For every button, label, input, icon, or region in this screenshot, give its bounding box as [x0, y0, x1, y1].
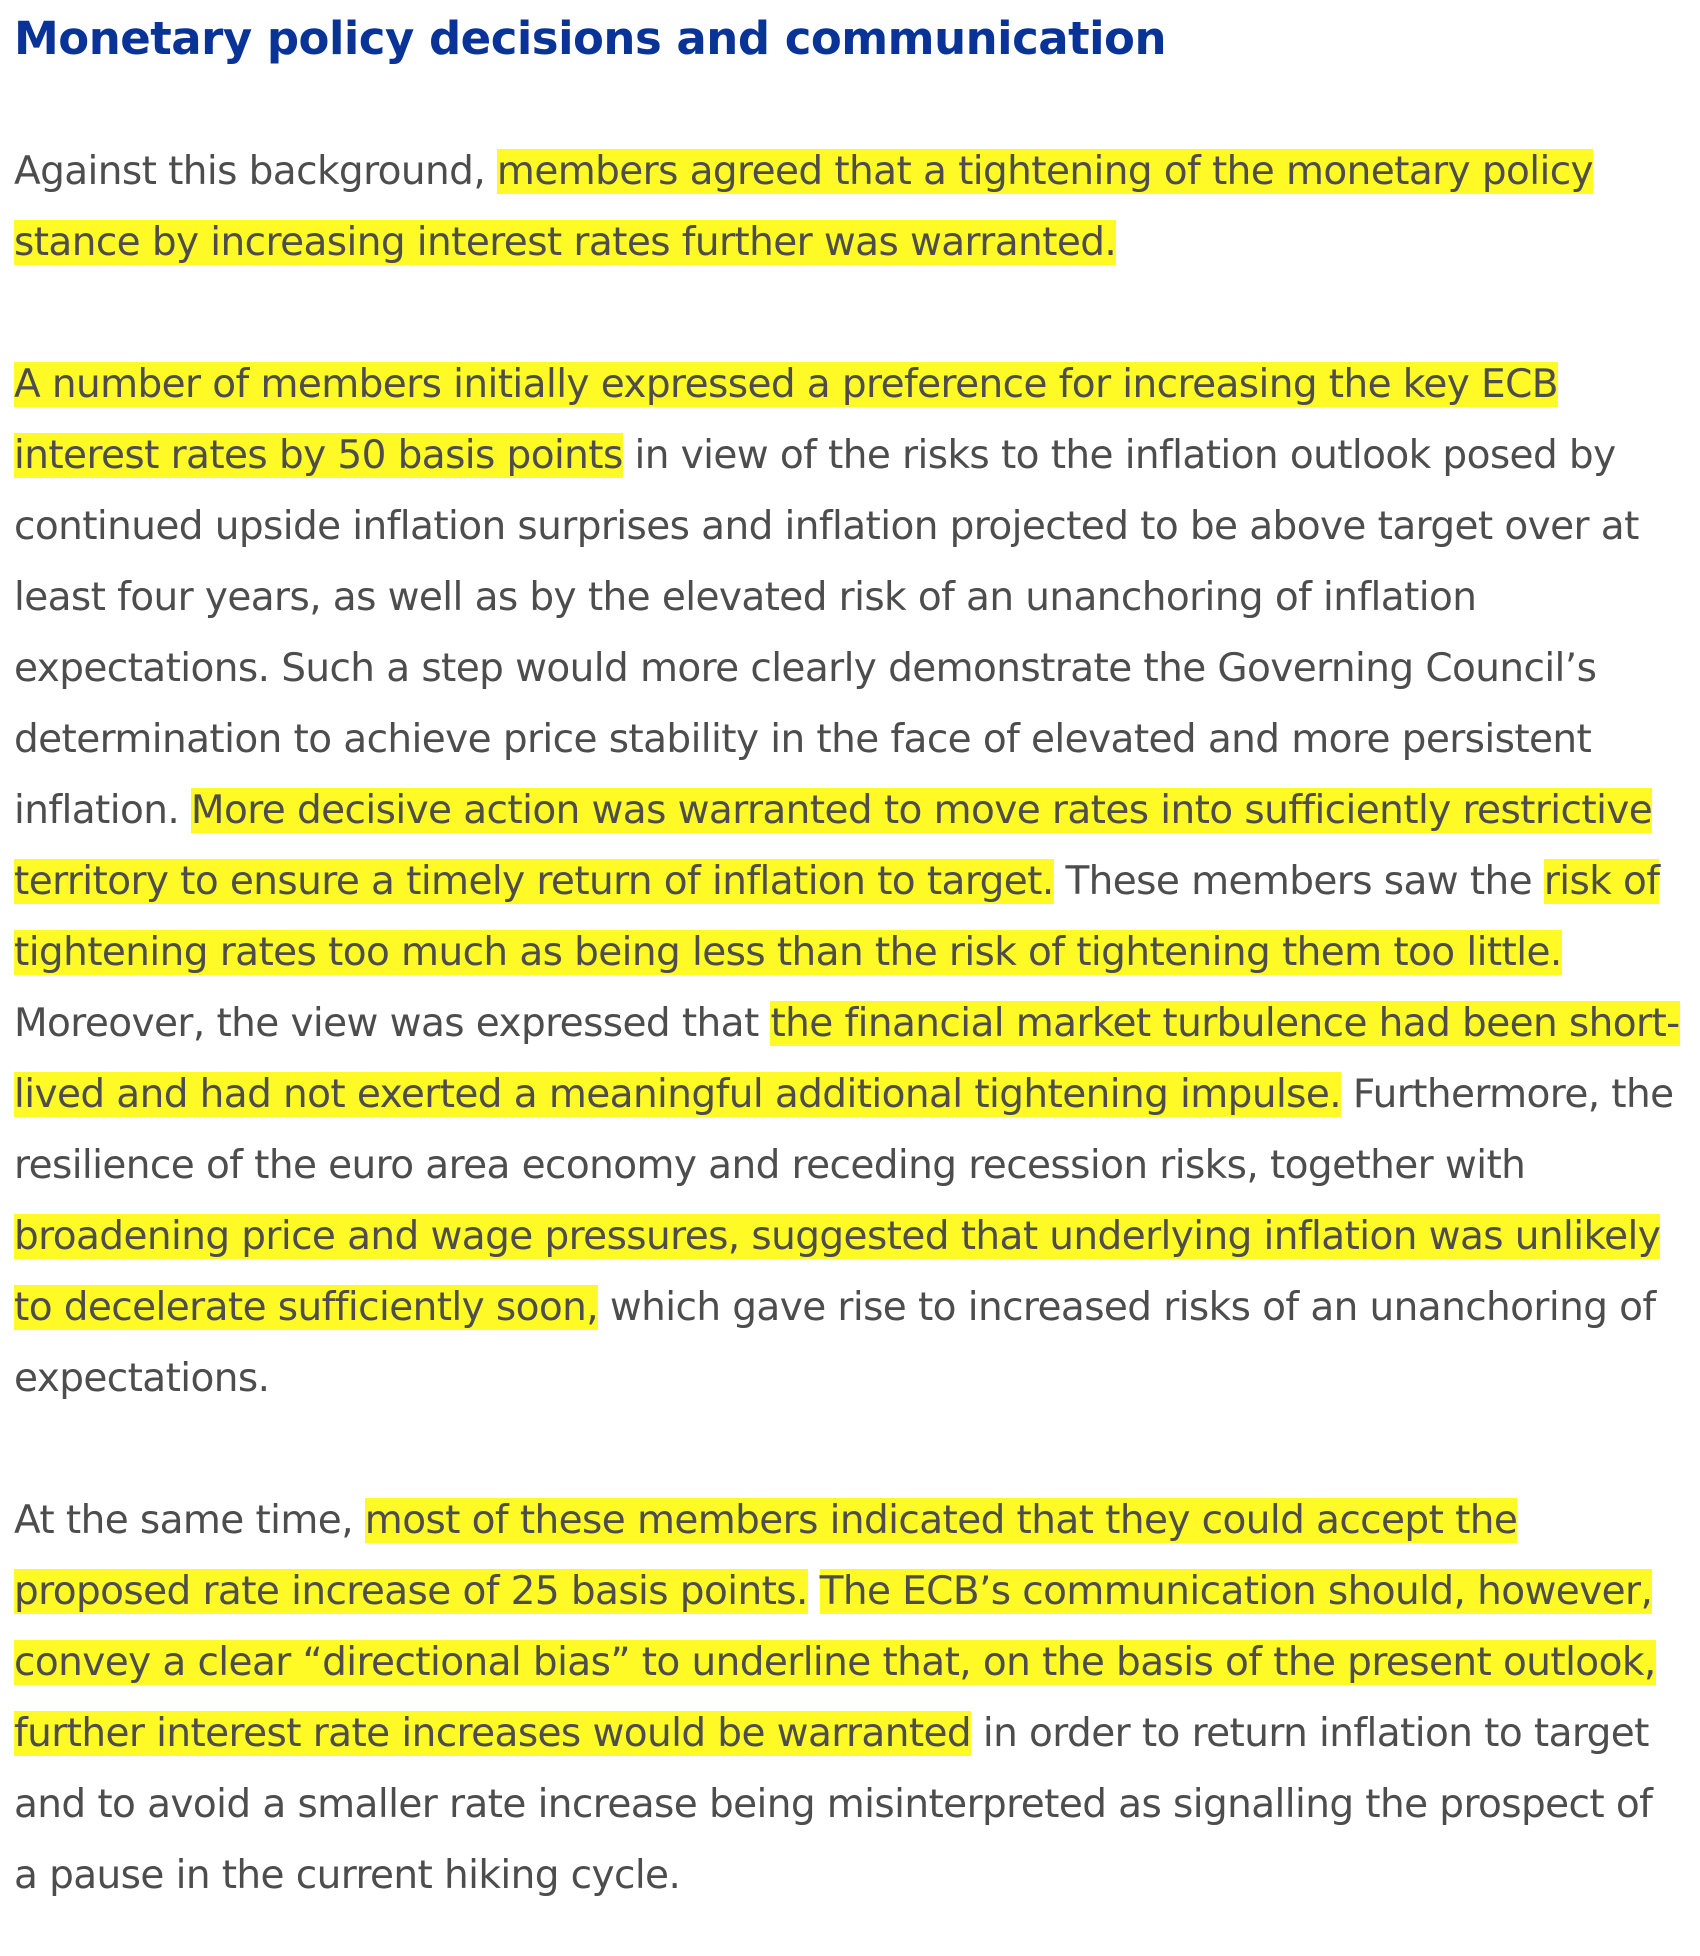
- highlighted-text: members agreed that a tightening of the monetary policy stance by increasing interest rates further was warranted.: [14, 149, 1594, 265]
- highlighted-text: The ECB’s communication should, however, convey a clear “directional bias” to underline that, on the basis of the present outlook, further interest rate increases would be warranted: [14, 1569, 1656, 1756]
- text-segment: in view of the risks to the inflation outlook posed by continued upside inflation surprises and inflation projected to be above target over at least four years, as well as by the elevated risk of an unanchoring of inflation expectations. Such a step would more clearly demonstrate the Governing Council’s determination to achieve price stability in the face of elevated and more persistent inflation.: [14, 433, 1639, 833]
- highlighted-text: the financial market turbulence had been short-lived and had not exerted a meaningful additional tightening impulse.: [14, 1001, 1680, 1117]
- text-segment: [808, 1569, 820, 1614]
- paragraph-1: [14, 136, 1686, 278]
- highlighted-text: risk of tightening rates too much as being less than the risk of tightening them too little.: [14, 859, 1660, 975]
- text-segment: These members saw the: [1053, 859, 1544, 904]
- text-segment: which gave rise to increased risks of an unanchoring of expectations.: [14, 1285, 1656, 1401]
- text-segment: Moreover, the view was expressed that: [14, 1001, 771, 1046]
- section-heading: Monetary policy decisions and communication: [14, 12, 1166, 65]
- highlighted-text: broadening price and wage pressures, suggested that underlying inflation was unlikely to decelerate sufficiently soon,: [14, 1214, 1661, 1330]
- text-segment: Furthermore, the resilience of the euro area economy and receding recession risks, together with: [14, 1072, 1674, 1188]
- text-segment: At the same time,: [14, 1498, 365, 1543]
- highlighted-text: most of these members indicated that they could accept the proposed rate increase of 25 basis points.: [14, 1498, 1518, 1614]
- highlighted-text: More decisive action was warranted to move rates into sufficiently restrictive territory to ensure a timely return of inflation to target.: [14, 788, 1653, 904]
- paragraph-2: [14, 349, 1686, 1414]
- text-segment: in order to return inflation to target and to avoid a smaller rate increase being misinterpreted as signalling the prospect of a pause in the current hiking cycle.: [14, 1711, 1653, 1898]
- text-segment: Against this background,: [14, 149, 497, 194]
- paragraph-3: [14, 1485, 1686, 1911]
- highlighted-text: A number of members initially expressed a preference for increasing the key ECB interest rates by 50 basis points: [14, 362, 1558, 478]
